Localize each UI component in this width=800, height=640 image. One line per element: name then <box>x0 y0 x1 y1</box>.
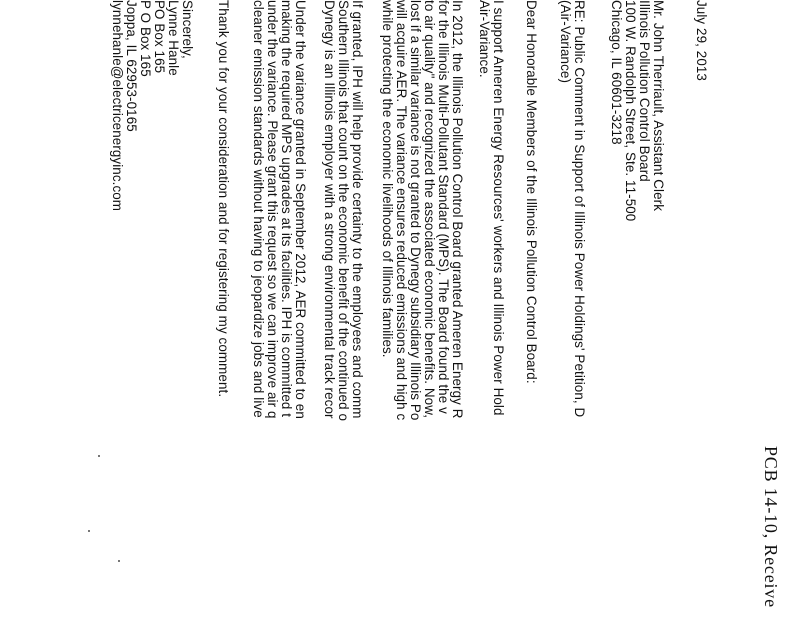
signature-line: P O Box 165 <box>138 0 153 77</box>
paragraph-line: In 2012, the Illinois Pollution Control Board granted Ameren Energy R <box>450 0 465 419</box>
paragraph-line: If granted, IPH will help provide certainty to the employees and comm <box>350 0 365 419</box>
scan-speck <box>88 530 90 532</box>
scan-speck <box>98 455 100 457</box>
subject-text: RE: Public Comment in Support of Illinois Power Holdings' Petition, D <box>572 0 587 418</box>
paragraph-line: Dynegy is an Illinois employer with a strong environmental track recor <box>322 0 337 419</box>
signature-line: Joppa, IL 62953-0165 <box>124 0 139 132</box>
paragraph-line: Southern Illinois that count on the economic benefit of the continued o <box>336 0 351 421</box>
letter-date: July 29, 2013 <box>694 0 709 81</box>
filing-stamp: PCB 14-10, Receive <box>761 446 781 608</box>
paragraph-line: for the Illinois Multi-Pollutant Standard (MPS). The Board found the v <box>436 0 451 414</box>
paragraph-line: cleaner emission standards without having to jeopardize jobs and live <box>251 0 266 418</box>
paragraph-line: while protecting the economic livelihoods of Illinois families. <box>380 0 395 358</box>
signature-line: Sincerely, <box>180 0 195 59</box>
signature-line: PO Box 165 <box>152 0 167 74</box>
paragraph-line: Air-Variance. <box>477 0 492 78</box>
addressee-line: Mr. John Therriault, Assistant Clerk <box>651 0 666 211</box>
addressee-line: Chicago, IL 60601-3218 <box>609 0 624 145</box>
subject-text: (Air-Variance) <box>558 0 573 83</box>
paragraph-line: will acquire AER. The variance ensures reduced emissions and high c <box>394 0 409 421</box>
paragraph-line: under the variance. Please grant this request so we can improve air q <box>265 0 280 419</box>
paragraph-line: Under the variance granted in September 2012, AER committed to en <box>293 0 308 419</box>
paragraph-line: to air quality" and recognized the associated economic benefits. Now, <box>422 0 437 419</box>
paragraph-line: lost if a similar variance is not granted to Dynegy subsidiary Illinois Po <box>408 0 423 421</box>
signature-line: lynnehanle@electricenergyinc.com <box>110 0 125 212</box>
addressee-line: 100 W. Randolph Street, Ste. 11-500 <box>623 0 638 222</box>
addressee-line: Illinois Pollution Control Board <box>637 0 652 182</box>
closing-sentence: Thank you for your consideration and for registering my comment. <box>216 0 231 398</box>
salutation: Dear Honorable Members of the Illinois Pollution Control Board: <box>524 0 539 384</box>
paragraph-line: I support Ameren Energy Resources' workers and Illinois Power Hold <box>491 0 506 416</box>
paragraph-line: making the required MPS upgrades at its facilities. IPH is committed t <box>279 0 294 418</box>
scan-speck <box>118 560 120 562</box>
signature-line: Lynne Hanle <box>166 0 181 76</box>
